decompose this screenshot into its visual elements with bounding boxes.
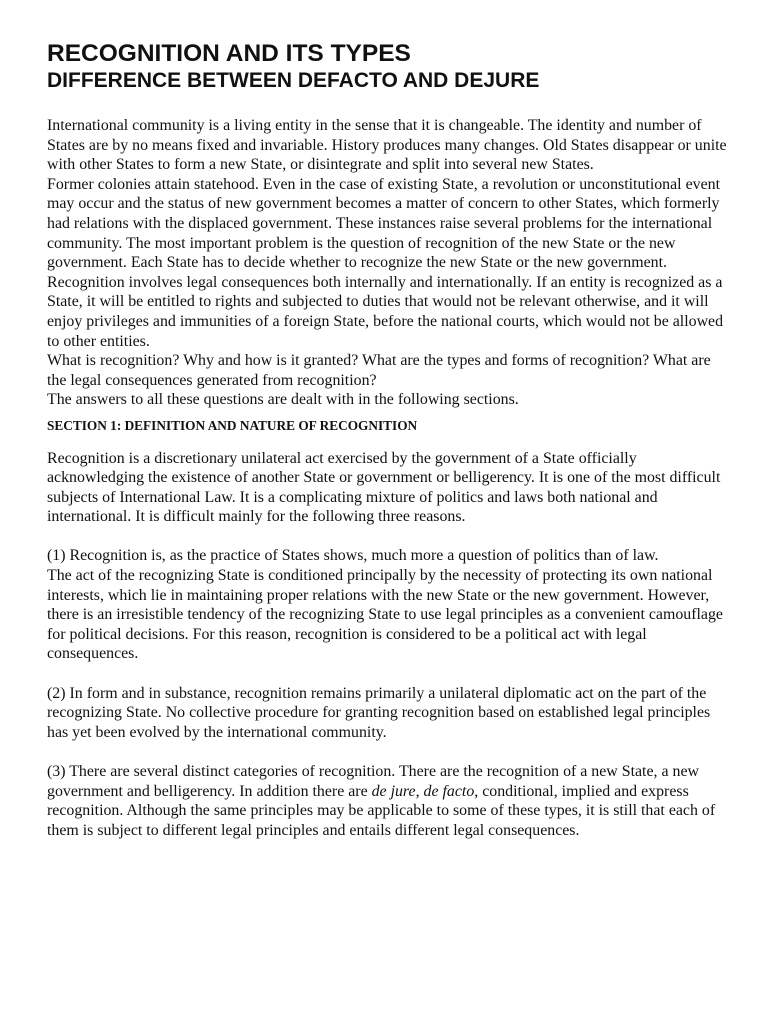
de-facto-term: de facto: [423, 782, 475, 800]
reason-1-paragraph: (1) Recognition is, as the practice of States shows, much more a question of politics than of law.: [47, 547, 659, 565]
document-subtitle: DIFFERENCE BETWEEN DEFACTO AND DEJURE: [47, 69, 540, 92]
intro-paragraph-2: Former colonies attain statehood. Even in the case of existing State, a revolution or unconstitutional event may occur and the status of new government becomes a matter of concern to other States, which formerly had relations with the displaced government. These instances raise several problems for the international community. The most important problem is the question of recognition of the new State or the new government. Each State has to decide whether to recognize the new State or the new government.: [47, 175, 720, 272]
reason-3-text-start: (3) There are several distinct categories of recognition. There are the recognition of a new State, a new government and belligerency. In addition there are: [47, 763, 699, 800]
reason-3-separator: ,: [415, 782, 424, 800]
intro-paragraph-3: Recognition involves legal consequences both internally and internationally. If an entity is recognized as a State, it will be entitled to rights and subjected to duties that would not be relevant otherwise, and it will enjoy privileges and immunities of a foreign State, before the national courts, which would not be allowed to other entities.: [47, 273, 724, 350]
reason-3-paragraph: [47, 762, 727, 840]
reason-3-text-end: , conditional, implied and express recognition. Although the same principles may be applicable to some of these types, it is still that each of them is subject to different legal principles and entails different legal consequences.: [47, 782, 716, 839]
document-page: [47, 40, 727, 840]
section-1-paragraph-1: Recognition is a discretionary unilateral act exercised by the government of a State officially acknowledging the existence of another State or government or belligerency. It is one of the most difficult subjects of International Law. It is a complicating mixture of politics and laws both national and international. It is difficult mainly for the following three reasons.: [47, 449, 721, 526]
section-1-heading: SECTION 1: DEFINITION AND NATURE OF RECOGNITION: [47, 417, 418, 433]
intro-paragraph-5: The answers to all these questions are dealt with in the following sections.: [47, 391, 519, 409]
reason-1-detail-paragraph: The act of the recognizing State is conditioned principally by the necessity of protecting its own national interests, which lie in maintaining proper relations with the new State or the new government. However, there is an irresistible tendency of the recognizing State to use legal principles as a convenient camouflage for political decisions. For this reason, recognition is considered to be a political act with legal consequences.: [47, 567, 723, 663]
intro-paragraph-1: International community is a living entity in the sense that it is changeable. The identity and number of States are by no means fixed and invariable. History produces many changes. Old States disappear or unite with other States to form a new State, or disintegrate and split into several new States.: [47, 117, 727, 174]
intro-paragraph-4: What is recognition? Why and how is it granted? What are the types and forms of recognition? What are the legal consequences generated from recognition?: [47, 352, 711, 389]
reason-2-paragraph: (2) In form and in substance, recognition remains primarily a unilateral diplomatic act on the part of the recognizing State. No collective procedure for granting recognition based on established legal principles has yet been evolved by the international community.: [47, 684, 711, 741]
document-title: RECOGNITION AND ITS TYPES: [47, 40, 411, 67]
de-jure-term: de jure: [371, 782, 416, 800]
